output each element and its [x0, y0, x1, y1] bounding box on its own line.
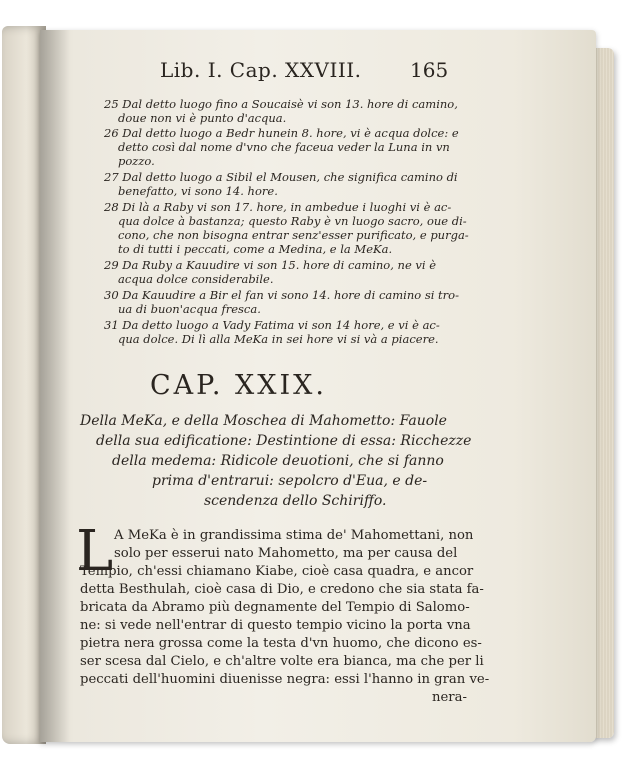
- itinerary-line: doue non vi è punto d'acqua.: [118, 111, 287, 125]
- running-head: Lib. I. Cap. XXVIII.: [160, 58, 362, 82]
- itinerary-line: to di tutti i peccati, come a Medina, e la MeKa.: [118, 242, 393, 256]
- chapter-summary-line: Della MeKa, e della Moschea di Mahometto: Fauole: [80, 413, 447, 429]
- itinerary-line: qua dolce. Di lì alla MeKa in sei hore vi si và a piacere.: [118, 332, 439, 346]
- itinerary-line: benefatto, vi sono 14. hore.: [118, 184, 278, 198]
- itinerary-line: 28 Di là a Raby vi son 17. hore, in ambedue i luoghi vi è ac-: [104, 200, 452, 214]
- itinerary-line: 26 Dal detto luogo a Bedr hunein 8. hore, vi è acqua dolce: e: [104, 126, 459, 140]
- itinerary-line: acqua dolce considerabile.: [118, 272, 274, 286]
- catchword: nera-: [432, 690, 467, 705]
- body-line: bricata da Abramo più degnamente del Tempio di Salomo-: [80, 600, 470, 615]
- chapter-summary-line: della sua edificatione: Destintione di essa: Ricchezze: [96, 433, 472, 449]
- itinerary-line: ua di buon'acqua fresca.: [118, 302, 261, 316]
- body-line: A MeKa è in grandissima stima de' Mahomettani, non: [114, 528, 474, 543]
- itinerary-line: 27 Dal detto luogo a Sibil el Mousen, che significa camino di: [104, 170, 458, 184]
- chapter-title: CAP. XXIX.: [150, 370, 327, 401]
- chapter-summary-line: della medema: Ridicole deuotioni, che si fanno: [112, 453, 444, 469]
- body-line: ser scesa dal Cielo, e ch'altre volte era bianca, ma che per li: [80, 654, 484, 669]
- itinerary-line: cono, che non bisogna entrar senz'esser purificato, e purga-: [118, 228, 469, 242]
- itinerary-line: 31 Da detto luogo a Vady Fatima vi son 14 hore, e vi è ac-: [104, 318, 440, 332]
- itinerary-line: 25 Dal detto luogo fino a Soucaisè vi son 13. hore di camino,: [104, 97, 458, 111]
- itinerary-line: 29 Da Ruby a Kauudire vi son 15. hore di camino, ne vi è: [104, 258, 437, 272]
- itinerary-line: pozzo.: [118, 154, 155, 168]
- itinerary-line: 30 Da Kauudire a Bir el fan vi sono 14. hore di camino si tro-: [104, 288, 459, 302]
- body-line: detta Besthulah, cioè casa di Dio, e credono che sia stata fa-: [80, 582, 484, 597]
- body-line: solo per esserui nato Mahometto, ma per causa del: [114, 546, 458, 561]
- chapter-summary-line: scendenza dello Schiriffo.: [204, 493, 387, 509]
- body-line: ne: si vede nell'entrar di questo tempio vicino la porta vna: [80, 618, 471, 633]
- drop-cap: L: [76, 519, 114, 584]
- gutter-shadow: [40, 30, 70, 742]
- itinerary-line: detto così dal nome d'vno che faceua veder la Luna in vn: [118, 140, 450, 154]
- itinerary-line: qua dolce à bastanza; questo Raby è vn luogo sacro, oue di-: [118, 214, 467, 228]
- body-line: peccati dell'huomini diuenisse negra: essi l'hanno in gran ve-: [80, 672, 490, 687]
- body-line: pietra nera grossa come la testa d'vn huomo, che dicono es-: [80, 636, 482, 651]
- chapter-summary-line: prima d'entrarui: sepolcro d'Eua, e de-: [152, 473, 428, 489]
- body-line: Tempio, ch'essi chiamano Kiabe, cioè casa quadra, e ancor: [80, 564, 474, 579]
- page-number: 165: [410, 58, 449, 82]
